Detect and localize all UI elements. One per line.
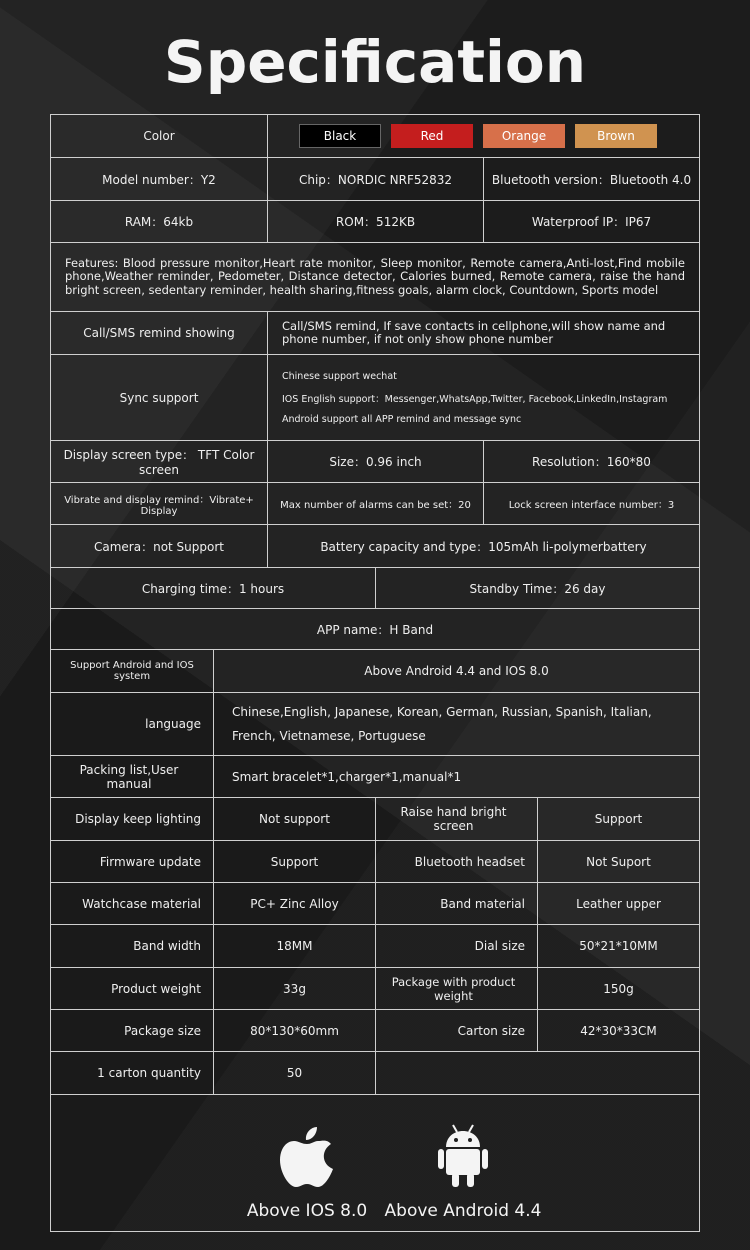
grid-cell-label: Package with product weight: [375, 968, 537, 1009]
color-label: Color: [143, 129, 175, 143]
model-row: [51, 158, 699, 201]
lock-screen: Lock screen interface number：3: [483, 483, 699, 524]
packing-label: Packing list,User manual: [79, 762, 179, 791]
system-value: Above Android 4.4 and IOS 8.0: [213, 650, 699, 692]
sync-value-cell: [267, 355, 699, 440]
grid-cell-value: 33g: [213, 968, 375, 1009]
grid-cell-value: 80*130*60mm: [213, 1010, 375, 1051]
grid-cell-value: Not Suport: [537, 841, 699, 882]
features-row: [51, 243, 699, 312]
call-value: Call/SMS remind, If save contacts in cellphone,will show name and phone number, if not only show phone number: [282, 318, 666, 346]
bluetooth-version: Bluetooth version：Bluetooth 4.0: [483, 158, 699, 200]
features-cell: [51, 243, 699, 311]
display-size: Size：0.96 inch: [267, 441, 483, 482]
grid-cell-label: Watchcase material: [82, 896, 201, 911]
grid-cell-label: Product weight: [111, 981, 201, 996]
features-text: Features: Blood pressure monitor,Heart rate monitor, Sleep monitor, Remote camera,Anti-lost,Find mobile phone,Weather reminder, Pedometer, Distance detector, Calories burned, Remote camera, raise the hand bright screen, sedentary reminder, health sharing,fitness goals, alarm clock, Countdown, Sports model: [65, 255, 685, 297]
call-value-cell: [267, 312, 699, 354]
android-block: [383, 1123, 543, 1221]
grid-row-6: [51, 1010, 699, 1052]
android-icon: [438, 1123, 488, 1189]
sync-line-3: Android support all APP remind and message sync: [282, 413, 522, 425]
language-row: [51, 693, 699, 756]
call-label: Call/SMS remind showing: [83, 326, 235, 340]
vibrate-row: [51, 483, 699, 525]
app-row: [51, 609, 699, 650]
display-resolution: Resolution：160*80: [483, 441, 699, 482]
rom: ROM：512KB: [267, 201, 483, 242]
grid-cell-label: Band material: [375, 883, 537, 924]
language-label: language: [145, 717, 201, 731]
grid-row-5: [51, 968, 699, 1010]
memory-row: [51, 201, 699, 243]
vibrate-remind: Vibrate and display remind：Vibrate+ Display: [64, 494, 254, 517]
charging-row: [51, 568, 699, 609]
grid-cell-value: Support: [537, 798, 699, 840]
color-swatch-red: Red: [391, 124, 473, 148]
grid-cell-value: Not support: [213, 798, 375, 840]
grid-cell-value: Leather upper: [537, 883, 699, 924]
sync-line-2: IOS English support：Messenger,WhatsApp,Twitter, Facebook,LinkedIn,Instagram: [282, 393, 668, 405]
call-row: [51, 312, 699, 355]
grid-cell-label: Bluetooth headset: [375, 841, 537, 882]
grid-row-3: [51, 883, 699, 925]
grid-cell-value: 50: [213, 1052, 375, 1094]
color-swatches: [267, 115, 699, 157]
grid-cell-label: Display keep lighting: [75, 812, 201, 826]
grid-cell-label: Package size: [124, 1023, 201, 1038]
battery: Battery capacity and type：105mAh li-polymerbattery: [267, 525, 699, 567]
display-type: Display screen type： TFT Color screen: [63, 448, 255, 477]
color-swatch-brown: Brown: [575, 124, 657, 148]
grid-row-4: [51, 925, 699, 968]
model-number: Model number：Y2: [102, 172, 216, 187]
color-row: [51, 115, 699, 158]
grid-row-1: [51, 798, 699, 841]
grid-row-7: [51, 1052, 699, 1095]
language-value: Chinese,English, Japanese, Korean, German, Russian, Spanish, Italian, French, Vietnamese, Portuguese: [213, 693, 699, 755]
app-name: APP name：H Band: [316, 622, 434, 637]
apple-icon: [279, 1123, 335, 1189]
max-alarms: Max number of alarms can be set：20: [267, 483, 483, 524]
grid-cell-label: Firmware update: [99, 854, 201, 869]
sync-line-1: Chinese support wechat: [282, 370, 397, 382]
grid-cell-label: Raise hand bright screen: [375, 798, 537, 840]
sync-row: [51, 355, 699, 441]
waterproof: Waterproof IP：IP67: [483, 201, 699, 242]
grid-cell-value: 42*30*33CM: [537, 1010, 699, 1051]
grid-cell-value: Support: [213, 841, 375, 882]
packing-row: [51, 756, 699, 798]
sync-label: Sync support: [119, 390, 199, 405]
color-swatch-black: Black: [299, 124, 381, 148]
grid-cell-value: PC+ Zinc Alloy: [213, 883, 375, 924]
system-row: [51, 650, 699, 693]
android-label: Above Android 4.4: [384, 1201, 542, 1221]
color-swatch-orange: Orange: [483, 124, 565, 148]
grid-cell-empty: [375, 1052, 699, 1094]
ios-block: [227, 1123, 387, 1221]
packing-value: Smart bracelet*1,charger*1,manual*1: [213, 756, 699, 797]
grid-row-2: [51, 841, 699, 883]
grid-cell-value: 150g: [537, 968, 699, 1009]
camera-row: [51, 525, 699, 568]
ram: RAM：64kb: [124, 215, 194, 229]
os-footer: [51, 1095, 699, 1231]
grid-cell-label: Band width: [133, 939, 201, 953]
charging-time: Charging time：1 hours: [141, 581, 285, 596]
camera: Camera：not Support: [94, 539, 224, 554]
system-label: Support Android and IOS system: [70, 660, 194, 682]
grid-cell-label: Dial size: [375, 925, 537, 967]
ios-label: Above IOS 8.0: [246, 1201, 368, 1221]
display-row: [51, 441, 699, 483]
grid-cell-label: Carton size: [375, 1010, 537, 1051]
spec-table: [50, 114, 700, 1232]
standby-time: Standby Time：26 day: [375, 568, 699, 608]
page-title: Specification: [163, 28, 587, 96]
grid-cell-label: 1 carton quantity: [97, 1066, 201, 1080]
grid-cell-value: 50*21*10MM: [537, 925, 699, 967]
grid-cell-value: 18MM: [213, 925, 375, 967]
chip: Chip：NORDIC NRF52832: [267, 158, 483, 200]
